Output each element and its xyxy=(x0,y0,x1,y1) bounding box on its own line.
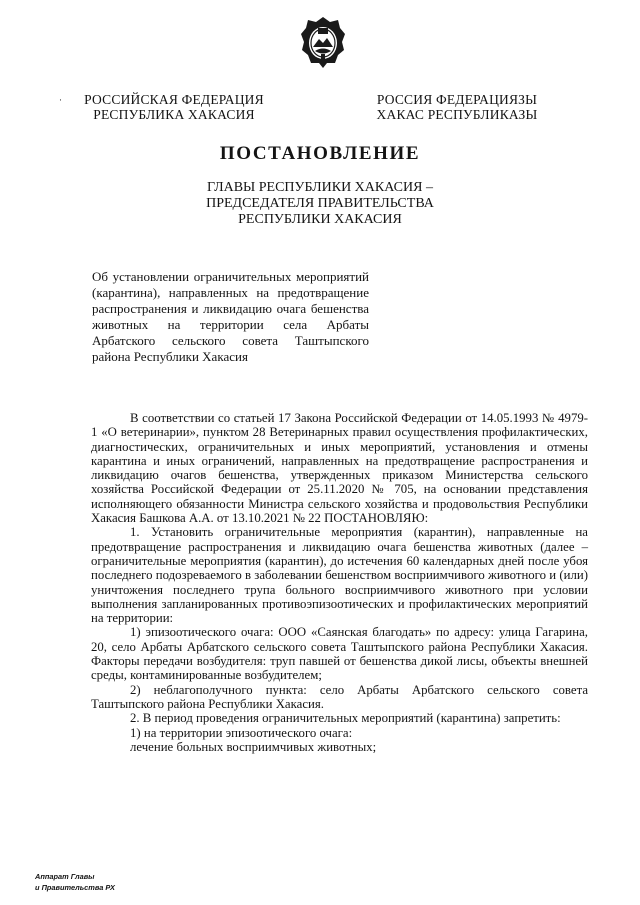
header-right-republic: ХАКАС РЕСПУБЛИКАЗЫ xyxy=(376,107,538,122)
clause-1-1-paragraph: 1) эпизоотического очага: ООО «Саянская благодать» по адресу: улица Гагарина, 20, село Арбаты Арбатского сельского совета Таштыпского района Республики Хакасия. Факторы передачи возбудителя: труп павшей от бешенства дикой лисы, объекты внешней среды, контаминированные возбудителем; xyxy=(91,625,588,683)
authority-line-2: ПРЕДСЕДАТЕЛЯ ПРАВИТЕЛЬСТВА xyxy=(206,196,434,211)
footer-line-1: Аппарат Главы xyxy=(35,872,95,881)
header-left-republic: РЕСПУБЛИКА ХАКАСИЯ xyxy=(93,107,255,122)
margin-mark: · xyxy=(59,95,62,105)
header-left-country: РОССИЙСКАЯ ФЕДЕРАЦИЯ xyxy=(84,92,264,107)
clause-1-paragraph: 1. Установить ограничительные мероприятия (карантин), направленные на предотвращение распространения и ликвидацию очага бешенства животных (далее – ограничительные мероприятия (карантин), до истечения 60 календарных дней после убоя последнего подозреваемого в заболевании бешенством восприимчивого животного и (или) уничтожения последнего трупа больного восприимчивого животного при условии выполнения запланированных противоэпизоотических и профилактических мероприятий на территории: xyxy=(91,525,588,626)
preamble-paragraph: В соответствии со статьей 17 Закона Российской Федерации от 14.05.1993 № 4979-1 «О ветеринарии», пунктом 28 Ветеринарных правил осуществления профилактических, диагностических, ограничительных и иных мероприятий, установления и отмены карантина и иных ограничений, направленных на предотвращение распространения и ликвидацию очагов бешенства, утвержденных приказом Министерства сельского хозяйства Российской Федерации от 25.11.2020 № 705, на основании представления исполняющего обязанности Министра сельского хозяйства и продовольствия Республики Хакасия Башкова А.А. от 13.10.2021 № 22 ПОСТАНОВЛЯЮ: xyxy=(91,411,588,526)
authority-line-1: ГЛАВЫ РЕСПУБЛИКИ ХАКАСИЯ – xyxy=(207,180,433,195)
header-right-country: РОССИЯ ФЕДЕРАЦИЯЗЫ xyxy=(376,92,538,107)
header-right xyxy=(368,92,546,122)
authority-line-3: РЕСПУБЛИКИ ХАКАСИЯ xyxy=(238,212,402,227)
clause-1-2-paragraph: 2) неблагополучного пункта: село Арбаты Арбатского сельского совета Таштыпского района Республики Хакасия. xyxy=(91,682,588,711)
document-title: ПОСТАНОВЛЕНИЕ xyxy=(219,143,421,164)
document-subject: Об установлении ограничительных мероприятий (карантина), направленных на предотвращение распространения и ликвидацию очага бешенства животных на территории села Арбаты Арбатского сельского совета Таштыпского района Республики Хакасия xyxy=(92,269,369,364)
document-body xyxy=(91,411,588,754)
document-authority xyxy=(160,180,480,228)
header-left xyxy=(78,92,270,122)
coat-of-arms-emblem xyxy=(299,14,347,70)
clause-2-1-paragraph: 1) на территории эпизоотического очага: xyxy=(130,725,353,740)
clause-2-paragraph: 2. В период проведения ограничительных мероприятий (карантина) запретить: xyxy=(130,711,561,726)
clause-2-1-item-paragraph: лечение больных восприимчивых животных; xyxy=(130,739,377,754)
footer-line-2: и Правительства РХ xyxy=(35,883,115,892)
footer-stamp xyxy=(35,871,115,893)
